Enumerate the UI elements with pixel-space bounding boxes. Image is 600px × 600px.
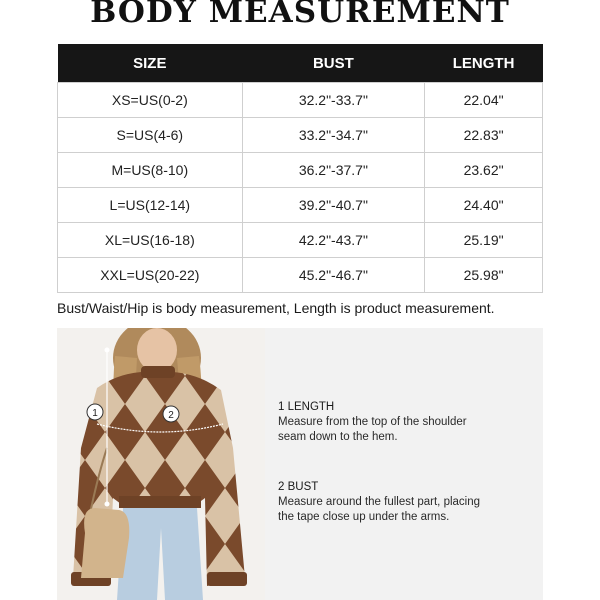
table-header-row — [58, 44, 543, 83]
length-text-line: Measure from the top of the shoulder — [278, 416, 467, 428]
table-row — [58, 83, 543, 118]
length-cell: 25.19" — [425, 223, 543, 258]
size-cell: S=US(4-6) — [58, 118, 243, 153]
table-row — [58, 188, 543, 223]
length-heading: 1 LENGTH — [278, 401, 335, 413]
size-cell: XXL=US(20-22) — [58, 258, 243, 293]
table-row — [58, 153, 543, 188]
table-row — [58, 118, 543, 153]
bust-heading: 2 BUST — [278, 481, 319, 493]
bust-instruction — [278, 480, 480, 525]
column-header-size: SIZE — [58, 44, 243, 83]
bust-cell: 42.2"-43.7" — [242, 223, 425, 258]
bust-cell: 32.2"-33.7" — [242, 83, 425, 118]
column-header-length: LENGTH — [425, 44, 543, 83]
bust-text-line: the tape close up under the arms. — [278, 511, 450, 523]
table-row — [58, 258, 543, 293]
page-title: BODY MEASUREMENT — [90, 0, 510, 30]
model-photo — [57, 328, 265, 600]
bust-cell: 33.2"-34.7" — [242, 118, 425, 153]
size-chart-table — [57, 44, 543, 293]
size-cell: XL=US(16-18) — [58, 223, 243, 258]
length-cell: 22.04" — [425, 83, 543, 118]
column-header-bust: BUST — [242, 44, 425, 83]
bust-cell: 39.2"-40.7" — [242, 188, 425, 223]
length-instruction — [278, 400, 467, 445]
bust-cell: 45.2"-46.7" — [242, 258, 425, 293]
length-cell: 23.62" — [425, 153, 543, 188]
instructions-panel — [265, 328, 543, 600]
size-cell: L=US(12-14) — [58, 188, 243, 223]
table-row — [58, 223, 543, 258]
length-cell: 24.40" — [425, 188, 543, 223]
sweater-illustration — [57, 328, 265, 600]
size-cell: M=US(8-10) — [58, 153, 243, 188]
marker-1-label: 1 — [92, 408, 98, 419]
length-text-line: seam down to the hem. — [278, 431, 398, 443]
marker-2-label: 2 — [168, 410, 174, 421]
bust-cell: 36.2"-37.7" — [242, 153, 425, 188]
measurement-note: Bust/Waist/Hip is body measurement, Length is product measurement. — [57, 300, 495, 316]
bust-text-line: Measure around the fullest part, placing — [278, 496, 481, 508]
size-cell: XS=US(0-2) — [58, 83, 243, 118]
length-cell: 22.83" — [425, 118, 543, 153]
length-cell: 25.98" — [425, 258, 543, 293]
